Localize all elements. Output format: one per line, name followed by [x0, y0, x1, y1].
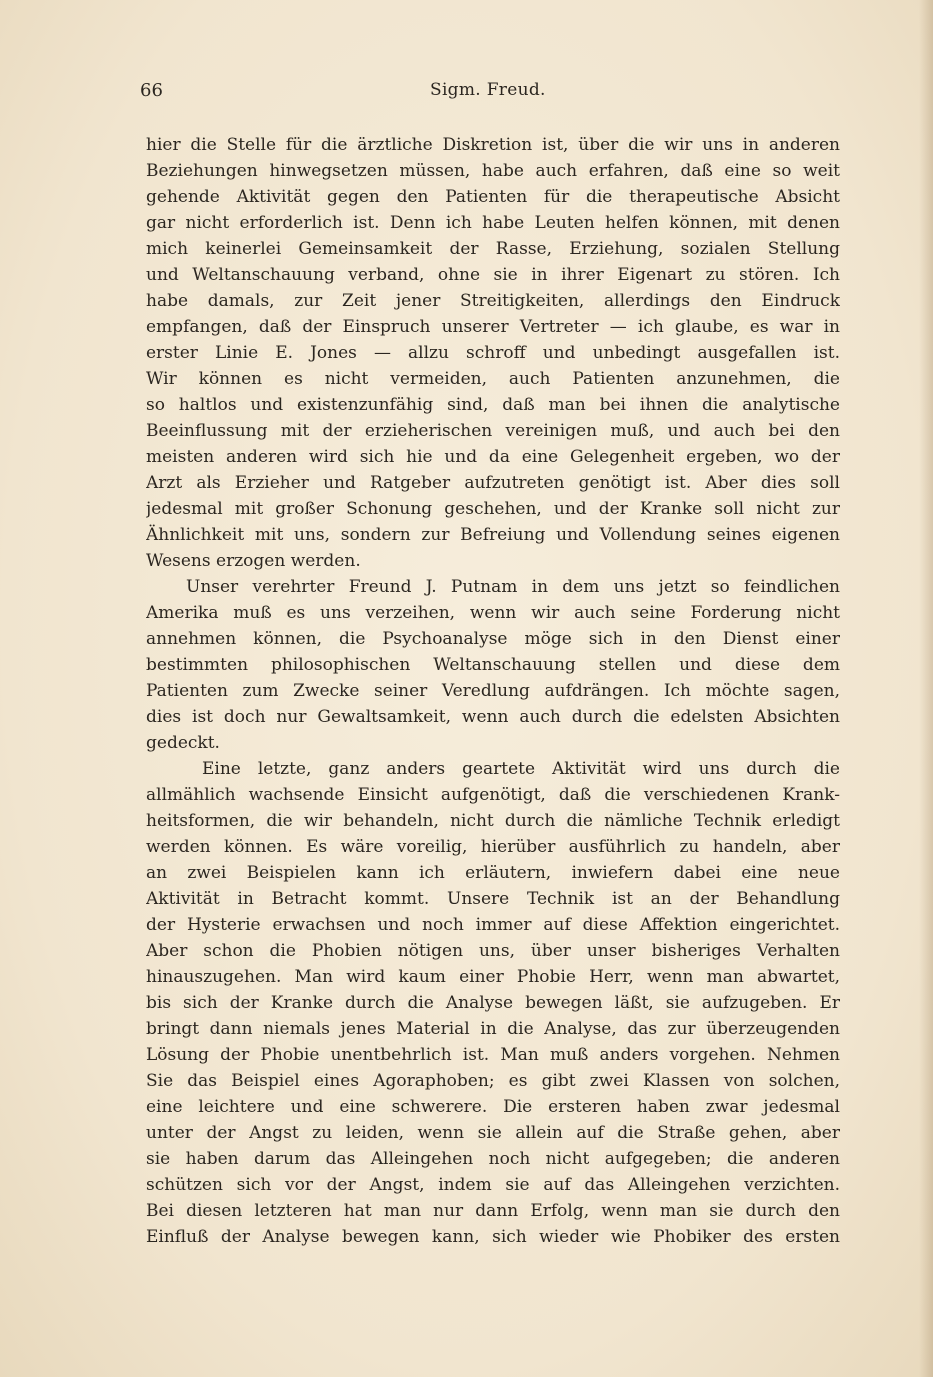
text-line: erster Linie E. Jones — allzu schroff und unbedingt ausgefallen ist.: [146, 343, 840, 363]
text-line: annehmen können, die Psychoanalyse möge sich in den Dienst einer: [146, 629, 840, 649]
text-line: so haltlos und existenzunfähig sind, daß man bei ihnen die analytische: [146, 395, 840, 415]
text-line: Beeinflussung mit der erzieherischen vereinigen muß, und auch bei den: [146, 421, 840, 441]
text-line: schützen sich vor der Angst, indem sie auf das Alleingehen verzichten.: [146, 1175, 840, 1195]
text-line: werden können. Es wäre voreilig, hierüber ausführlich zu handeln, aber: [146, 837, 840, 857]
text-line: Patienten zum Zwecke seiner Veredlung aufdrängen. Ich möchte sagen,: [146, 681, 840, 701]
text-line: gar nicht erforderlich ist. Denn ich habe Leuten helfen können, mit denen: [146, 213, 840, 233]
body-text: [146, 132, 840, 1250]
text-line: eine leichtere und eine schwerere. Die ersteren haben zwar jedesmal: [146, 1097, 840, 1117]
text-line: Ähnlichkeit mit uns, sondern zur Befreiung und Vollendung seines eigenen: [146, 525, 840, 545]
text-line: unter der Angst zu leiden, wenn sie allein auf die Straße gehen, aber: [146, 1123, 840, 1143]
text-line: Aktivität in Betracht kommt. Unsere Technik ist an der Behandlung: [146, 889, 840, 909]
text-line: bestimmten philosophischen Weltanschauung stellen und diese dem: [146, 655, 840, 675]
text-line: an zwei Beispielen kann ich erläutern, inwiefern dabei eine neue: [146, 863, 840, 883]
text-line: der Hysterie erwachsen und noch immer auf diese Affektion eingerichtet.: [146, 915, 840, 935]
text-line: und Weltanschauung verband, ohne sie in ihrer Eigenart zu stören. Ich: [146, 265, 840, 285]
text-line: jedesmal mit großer Schonung geschehen, und der Kranke soll nicht zur: [146, 499, 840, 519]
text-line: Beziehungen hinwegsetzen müssen, habe auch erfahren, daß eine so weit: [146, 161, 840, 181]
text-line: heitsformen, die wir behandeln, nicht durch die nämliche Technik erledigt: [146, 811, 840, 831]
text-line: Bei diesen letzteren hat man nur dann Erfolg, wenn man sie durch den: [146, 1201, 840, 1221]
text-line: Sie das Beispiel eines Agoraphoben; es gibt zwei Klassen von solchen,: [146, 1071, 840, 1091]
text-line: habe damals, zur Zeit jener Streitigkeiten, allerdings den Eindruck: [146, 291, 840, 311]
text-line: mich keinerlei Gemeinsamkeit der Rasse, Erziehung, sozialen Stellung: [146, 239, 840, 259]
paragraph-end-line: gedeckt.: [146, 733, 220, 753]
text-line: empfangen, daß der Einspruch unserer Vertreter — ich glaube, es war in: [146, 317, 840, 337]
text-line: allmählich wachsende Einsicht aufgenötigt, daß die verschiedenen Krank-: [146, 785, 840, 805]
running-head: Sigm. Freud.: [430, 80, 546, 100]
text-line: Arzt als Erzieher und Ratgeber aufzutreten genötigt ist. Aber dies soll: [146, 473, 840, 493]
text-line: meisten anderen wird sich hie und da eine Gelegenheit ergeben, wo der: [146, 447, 840, 467]
text-line: sie haben darum das Alleingehen noch nicht aufgegeben; die anderen: [146, 1149, 840, 1169]
paragraph-start-line: Unser verehrter Freund J. Putnam in dem uns jetzt so feindlichen: [186, 577, 840, 597]
text-line: Wir können es nicht vermeiden, auch Patienten anzunehmen, die: [146, 369, 840, 389]
text-line: Lösung der Phobie unentbehrlich ist. Man muß anders vorgehen. Nehmen: [146, 1045, 840, 1065]
text-line: gehende Aktivität gegen den Patienten für die therapeutische Absicht: [146, 187, 840, 207]
text-line: Aber schon die Phobien nötigen uns, über unser bisheriges Verhalten: [146, 941, 840, 961]
text-line: Einfluß der Analyse bewegen kann, sich wieder wie Phobiker des ersten: [146, 1227, 840, 1247]
page-edge-shadow: [919, 0, 933, 1377]
paragraph-start-line: Eine letzte, ganz anders geartete Aktivität wird uns durch die: [202, 759, 840, 779]
text-line: Amerika muß es uns verzeihen, wenn wir auch seine Forderung nicht: [146, 603, 840, 623]
paragraph-end-line: Wesens erzogen werden.: [146, 551, 361, 571]
text-line: hinauszugehen. Man wird kaum einer Phobie Herr, wenn man abwartet,: [146, 967, 840, 987]
page-header: [140, 80, 840, 106]
text-line: bis sich der Kranke durch die Analyse bewegen läßt, sie aufzugeben. Er: [146, 993, 840, 1013]
text-line: bringt dann niemals jenes Material in die Analyse, das zur überzeugenden: [146, 1019, 840, 1039]
text-line: dies ist doch nur Gewaltsamkeit, wenn auch durch die edelsten Absichten: [146, 707, 840, 727]
text-line: hier die Stelle für die ärztliche Diskretion ist, über die wir uns in anderen: [146, 135, 840, 155]
page-number: 66: [140, 80, 163, 101]
